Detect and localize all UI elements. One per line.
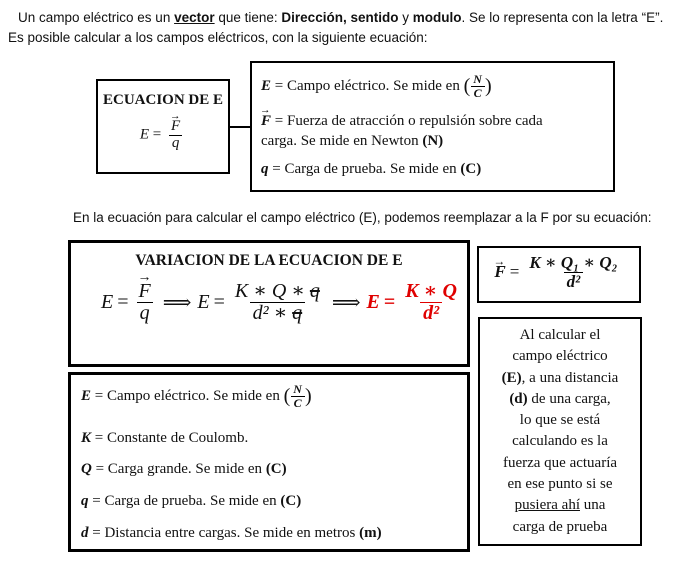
coulomb-box bbox=[477, 246, 641, 303]
coulomb-formula: → F = $\frac{\text{K ∗ Q₁ ∗ Q₂}}{\text{d²}}$ bbox=[479, 254, 639, 291]
var-d: d = Distancia entre cargas. Se mide en metros (m) bbox=[81, 525, 382, 541]
equation-formula: E = → $\frac{F}{q}$ bbox=[98, 119, 228, 152]
variation-formula: E = → $\frac{F}{q}$ ⟹ E = $\frac{K ∗ Q ∗ q}{\text{d² ∗ q}}$ ⟹ E = $\frac{K ∗ Q}{\text{d²}}$ bbox=[101, 281, 463, 324]
explanation-box bbox=[478, 317, 642, 546]
middle-sentence: En la ecuación para calcular el campo eléctrico (E), podemos reemplazar a la F por su ecuación: bbox=[73, 210, 652, 225]
var-k: K = Constante de Coulomb. bbox=[81, 430, 249, 446]
equation-title: ECUACION DE E bbox=[102, 92, 223, 108]
variables-box bbox=[68, 372, 470, 552]
variation-box bbox=[68, 240, 470, 367]
var-q-small: q = Carga de prueba. Se mide en (C) bbox=[81, 493, 302, 509]
explanation-text: Al calcular el campo eléctrico (E), a una distancia (d) de una carga, lo que se está calculando es la fuerza que actuaría en ese punto si se pusiera ahí una carga de prueba bbox=[501, 327, 619, 535]
var-q-big: Q = Carga grande. Se mide en (C) bbox=[81, 461, 287, 477]
definitions-box bbox=[250, 61, 615, 192]
def-f-cont: carga. Se mide en Newton (N) bbox=[261, 133, 444, 149]
variation-title: VARIACION DE LA ECUACION DE E bbox=[135, 252, 403, 269]
equation-box bbox=[96, 79, 230, 174]
def-q: q = Carga de prueba. Se mide en (C) bbox=[261, 161, 482, 177]
def-e: E = Campo eléctrico. Se mide en ( $\frac{N}{C}$ ) bbox=[261, 72, 492, 100]
vector-word: vector bbox=[174, 10, 215, 25]
var-e: E = Campo eléctrico. Se mide en ( $\frac{N}{C}$ ) bbox=[81, 382, 312, 410]
implies-arrow: ⟹ bbox=[162, 292, 192, 314]
intro-paragraph: Un campo eléctrico es un vector que tiene: Dirección, sentido y modulo. Se lo representa con la letra “E”. Es posible calcular a los campos eléctricos, con la siguiente ecuación: bbox=[8, 10, 664, 45]
def-f: → F = Fuerza de atracción o repulsión sobre cada bbox=[261, 113, 543, 130]
connector-line bbox=[230, 126, 250, 128]
